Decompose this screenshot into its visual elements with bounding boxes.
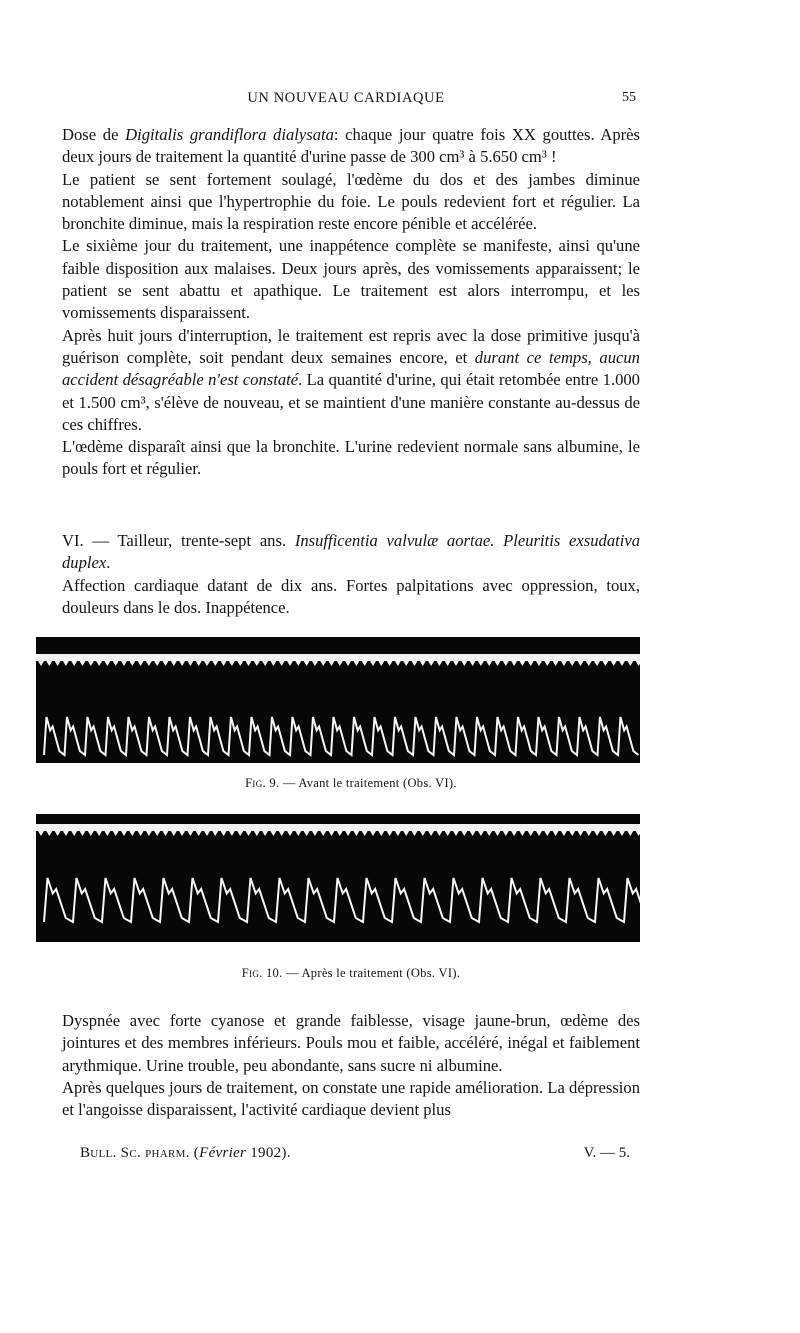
time-marker-tick bbox=[636, 831, 640, 836]
time-marker-tick bbox=[295, 661, 301, 666]
time-marker-tick bbox=[212, 831, 218, 836]
time-marker-tick bbox=[138, 831, 144, 836]
time-marker-tick bbox=[627, 661, 633, 666]
time-marker-tick bbox=[270, 831, 276, 836]
text-run: . La quantité d'urine, qui était retombée entre 1.000 et 1.500 cm³, s'élève de nouveau, et se maintient d'une manière constante au-dessus de ces chiffres. bbox=[62, 370, 640, 434]
time-marker-tick bbox=[129, 661, 135, 666]
time-marker-tick bbox=[528, 831, 534, 836]
time-marker-band bbox=[36, 654, 640, 661]
time-marker-tick bbox=[320, 831, 326, 836]
paragraph bbox=[62, 169, 640, 236]
time-marker-tick bbox=[55, 831, 61, 836]
time-marker-tick bbox=[519, 661, 525, 666]
time-marker-tick bbox=[345, 661, 351, 666]
figure-10-label: Fig. 10. bbox=[241, 966, 283, 980]
time-marker-tick bbox=[329, 831, 335, 836]
time-marker-tick bbox=[370, 661, 376, 666]
text-block-top bbox=[62, 124, 640, 481]
time-marker-tick bbox=[262, 661, 268, 666]
time-marker-tick bbox=[436, 661, 442, 666]
time-marker-tick bbox=[428, 831, 434, 836]
pulse-trace-before bbox=[36, 637, 640, 763]
time-marker-tick bbox=[544, 831, 550, 836]
page-header bbox=[62, 90, 636, 112]
time-marker-tick bbox=[179, 661, 185, 666]
time-marker-tick bbox=[412, 661, 418, 666]
time-marker-tick bbox=[536, 831, 542, 836]
time-marker-tick bbox=[121, 831, 127, 836]
time-marker-tick bbox=[287, 661, 293, 666]
time-marker-tick bbox=[88, 831, 94, 836]
time-marker-tick bbox=[38, 661, 44, 666]
time-marker-tick bbox=[113, 831, 119, 836]
text-run: Affection cardiaque datant de dix ans. Fortes palpitations avec oppression, toux, douleurs dans le dos. Inappétence. bbox=[62, 575, 640, 617]
time-marker-tick bbox=[461, 661, 467, 666]
time-marker-tick bbox=[478, 831, 484, 836]
time-marker-tick bbox=[129, 831, 135, 836]
time-marker-tick bbox=[569, 661, 575, 666]
time-marker-tick bbox=[536, 661, 542, 666]
time-marker-tick bbox=[619, 831, 625, 836]
time-marker-tick bbox=[395, 661, 401, 666]
time-marker-tick bbox=[486, 831, 492, 836]
text-block-bottom bbox=[62, 1010, 640, 1121]
time-marker-tick bbox=[602, 831, 608, 836]
italic-text: Digitalis grandiflora dialysata bbox=[125, 125, 334, 144]
text-run: Le sixième jour du traitement, une inappétence complète se manifeste, ainsi qu'une faible disposition aux malaises. Deux jours après, des vomissements apparaissent; le patient se sent abattu et apathique. Le traitement est alors interrompu, et les vomissements disparaissent. bbox=[62, 236, 640, 323]
time-marker-tick bbox=[544, 661, 550, 666]
time-marker-tick bbox=[561, 661, 567, 666]
time-marker-tick bbox=[104, 831, 110, 836]
time-marker-tick bbox=[569, 831, 575, 836]
time-marker-tick bbox=[104, 661, 110, 666]
time-marker-tick bbox=[602, 661, 608, 666]
time-marker-tick bbox=[154, 831, 160, 836]
time-marker-tick bbox=[237, 831, 243, 836]
text-run: Après huit jours d'interruption, le traitement est repris avec la dose primitive jusqu'à guérison complète, soit pendant deux semaines encore, et bbox=[62, 325, 640, 367]
text-run: : chaque jour quatre fois XX gouttes. Après deux jours de traitement la quantité d'urine passe de 300 cm³ à 5.650 cm³ ! bbox=[62, 125, 641, 167]
italic-text: durant ce temps, aucun accident désagréable n'est constaté bbox=[62, 347, 640, 390]
time-marker-tick bbox=[212, 661, 218, 666]
time-marker-tick bbox=[578, 831, 584, 836]
time-marker-tick bbox=[138, 661, 144, 666]
time-marker-tick bbox=[586, 831, 592, 836]
time-marker-tick bbox=[246, 831, 252, 836]
time-marker-tick bbox=[461, 831, 467, 836]
time-marker-tick bbox=[187, 661, 193, 666]
paragraph bbox=[62, 325, 640, 436]
time-marker-tick bbox=[63, 831, 69, 836]
paragraph bbox=[62, 530, 640, 575]
time-marker-tick bbox=[254, 661, 260, 666]
figure-9-label: Fig. 9. bbox=[245, 776, 280, 790]
time-marker-tick bbox=[113, 661, 119, 666]
time-marker-tick bbox=[312, 661, 318, 666]
italic-text: Insufficentia valvulæ aortae. Pleuritis exsudativa duplex bbox=[62, 531, 640, 573]
time-marker-tick bbox=[146, 661, 152, 666]
time-marker-tick bbox=[453, 831, 459, 836]
time-marker-tick bbox=[246, 661, 252, 666]
pulse-trace-after bbox=[36, 814, 640, 942]
time-marker-tick bbox=[96, 831, 102, 836]
time-marker-tick bbox=[511, 831, 517, 836]
time-marker-tick bbox=[470, 661, 476, 666]
time-marker-tick bbox=[503, 831, 509, 836]
time-marker-tick bbox=[254, 831, 260, 836]
time-marker-tick bbox=[619, 661, 625, 666]
time-marker-tick bbox=[71, 661, 77, 666]
text-run: Le patient se sent fortement soulagé, l'œdème du dos et des jambes diminue notablement ainsi que l'hypertrophie du foie. Le pouls redevient fort et régulier. La bronchite diminue, mais la respiration reste encore pénible et accélérée. bbox=[62, 169, 640, 234]
time-marker-tick bbox=[295, 831, 301, 836]
time-marker-tick bbox=[46, 831, 52, 836]
time-marker-tick bbox=[179, 831, 185, 836]
time-marker-tick bbox=[553, 831, 559, 836]
time-marker-tick bbox=[279, 831, 285, 836]
journal-abbreviation: Bull. Sc. pharm. bbox=[80, 1145, 190, 1161]
time-marker-tick bbox=[453, 661, 459, 666]
time-marker-tick bbox=[237, 661, 243, 666]
paragraph bbox=[62, 1077, 640, 1122]
figure-10-pulse-trace bbox=[36, 814, 640, 942]
time-marker-tick bbox=[428, 661, 434, 666]
page-footer bbox=[62, 1145, 640, 1167]
time-marker-tick bbox=[519, 831, 525, 836]
text-block-observation-vi bbox=[62, 530, 640, 619]
time-marker-tick bbox=[436, 831, 442, 836]
figure-10-caption-text: — Après le traitement (Obs. VI). bbox=[282, 966, 461, 980]
time-marker-tick bbox=[387, 661, 393, 666]
figure-9-pulse-trace bbox=[36, 637, 640, 763]
time-marker-tick bbox=[370, 831, 376, 836]
time-marker-tick bbox=[362, 831, 368, 836]
time-marker-tick bbox=[287, 831, 293, 836]
time-marker-tick bbox=[611, 661, 617, 666]
time-marker-tick bbox=[387, 831, 393, 836]
time-marker-tick bbox=[586, 661, 592, 666]
signature-mark: V. — 5. bbox=[583, 1145, 630, 1161]
pulse-waveform bbox=[44, 717, 639, 755]
time-marker-tick bbox=[80, 661, 86, 666]
time-marker-tick bbox=[46, 661, 52, 666]
time-marker-tick bbox=[503, 661, 509, 666]
text-run: . bbox=[106, 553, 111, 573]
time-marker-tick bbox=[146, 831, 152, 836]
paragraph bbox=[62, 436, 640, 481]
time-marker-tick bbox=[495, 661, 501, 666]
time-marker-tick bbox=[486, 661, 492, 666]
time-marker-tick bbox=[378, 831, 384, 836]
time-marker-tick bbox=[204, 661, 210, 666]
journal-reference: Bull. Sc. pharm. (Février 1902). bbox=[80, 1145, 291, 1161]
paragraph bbox=[62, 1010, 640, 1077]
time-marker-band bbox=[36, 824, 640, 831]
paragraph bbox=[62, 575, 640, 620]
time-marker-tick bbox=[478, 661, 484, 666]
time-marker-tick bbox=[187, 831, 193, 836]
time-marker-tick bbox=[627, 831, 633, 836]
time-marker-tick bbox=[337, 831, 343, 836]
time-marker-tick bbox=[495, 831, 501, 836]
time-marker-tick bbox=[171, 831, 177, 836]
text-run: Après quelques jours de traitement, on constate une rapide amélioration. La dépression et l'angoisse disparaissent, l'activité cardiaque devient plus bbox=[62, 1077, 640, 1120]
time-marker-tick bbox=[337, 661, 343, 666]
time-marker-tick bbox=[403, 831, 409, 836]
time-marker-tick bbox=[163, 831, 169, 836]
time-marker-tick bbox=[171, 661, 177, 666]
time-marker-tick bbox=[445, 661, 451, 666]
journal-month: Février bbox=[199, 1145, 247, 1161]
time-marker-tick bbox=[345, 831, 351, 836]
time-marker-tick bbox=[71, 831, 77, 836]
time-marker-tick bbox=[353, 661, 359, 666]
time-marker-tick bbox=[528, 661, 534, 666]
time-marker-tick bbox=[561, 831, 567, 836]
journal-year: 1902). bbox=[246, 1145, 291, 1161]
paragraph bbox=[62, 124, 640, 169]
time-marker-tick bbox=[594, 831, 600, 836]
figure-9-caption bbox=[62, 776, 640, 791]
text-run: Dyspnée avec forte cyanose et grande faiblesse, visage jaune-brun, œdème des jointures et des membres inférieurs. Pouls mou et faible, accéléré, inégal et faiblement arythmique. Urine trouble, peu abondante, sans sucre ni albumine. bbox=[62, 1011, 640, 1075]
time-marker-tick bbox=[420, 831, 426, 836]
time-marker-tick bbox=[221, 831, 227, 836]
time-marker-tick bbox=[38, 831, 44, 836]
time-marker-tick bbox=[553, 661, 559, 666]
time-marker-tick bbox=[196, 661, 202, 666]
pulse-waveform bbox=[44, 878, 640, 922]
time-marker-tick bbox=[204, 831, 210, 836]
text-run: L'œdème disparaît ainsi que la bronchite. L'urine redevient normale sans albumine, le pouls fort et régulier. bbox=[62, 437, 640, 479]
time-marker-tick bbox=[511, 661, 517, 666]
time-marker-tick bbox=[395, 831, 401, 836]
time-marker-tick bbox=[403, 661, 409, 666]
time-marker-tick bbox=[55, 661, 61, 666]
time-marker-tick bbox=[121, 661, 127, 666]
time-marker-tick bbox=[80, 831, 86, 836]
time-marker-tick bbox=[594, 661, 600, 666]
time-marker-tick bbox=[445, 831, 451, 836]
time-marker-tick bbox=[154, 661, 160, 666]
time-marker-tick bbox=[262, 831, 268, 836]
time-marker-tick bbox=[378, 661, 384, 666]
time-marker-tick bbox=[578, 661, 584, 666]
time-marker-tick bbox=[362, 661, 368, 666]
time-marker-tick bbox=[420, 661, 426, 666]
time-marker-tick bbox=[88, 661, 94, 666]
time-marker-tick bbox=[611, 831, 617, 836]
time-marker-tick bbox=[96, 661, 102, 666]
running-title: UN NOUVEAU CARDIAQUE bbox=[247, 90, 445, 106]
text-run: VI. — Tailleur, trente-sept ans. bbox=[62, 531, 295, 550]
figure-9-caption-text: — Avant le traitement (Obs. VI). bbox=[279, 776, 457, 790]
time-marker-tick bbox=[270, 661, 276, 666]
time-marker-tick bbox=[353, 831, 359, 836]
time-marker-tick bbox=[229, 831, 235, 836]
page-number: 55 bbox=[622, 90, 636, 105]
figure-10-caption bbox=[62, 966, 640, 981]
time-marker-tick bbox=[470, 831, 476, 836]
time-marker-tick bbox=[279, 661, 285, 666]
text-run: Dose de bbox=[62, 125, 126, 144]
time-marker-tick bbox=[304, 831, 310, 836]
time-marker-tick bbox=[412, 831, 418, 836]
paragraph bbox=[62, 235, 640, 324]
time-marker-tick bbox=[196, 831, 202, 836]
time-marker-tick bbox=[636, 661, 640, 666]
time-marker-tick bbox=[304, 661, 310, 666]
time-marker-tick bbox=[320, 661, 326, 666]
time-marker-tick bbox=[229, 661, 235, 666]
time-marker-tick bbox=[163, 661, 169, 666]
time-marker-tick bbox=[221, 661, 227, 666]
time-marker-tick bbox=[312, 831, 318, 836]
time-marker-tick bbox=[329, 661, 335, 666]
time-marker-tick bbox=[63, 661, 69, 666]
